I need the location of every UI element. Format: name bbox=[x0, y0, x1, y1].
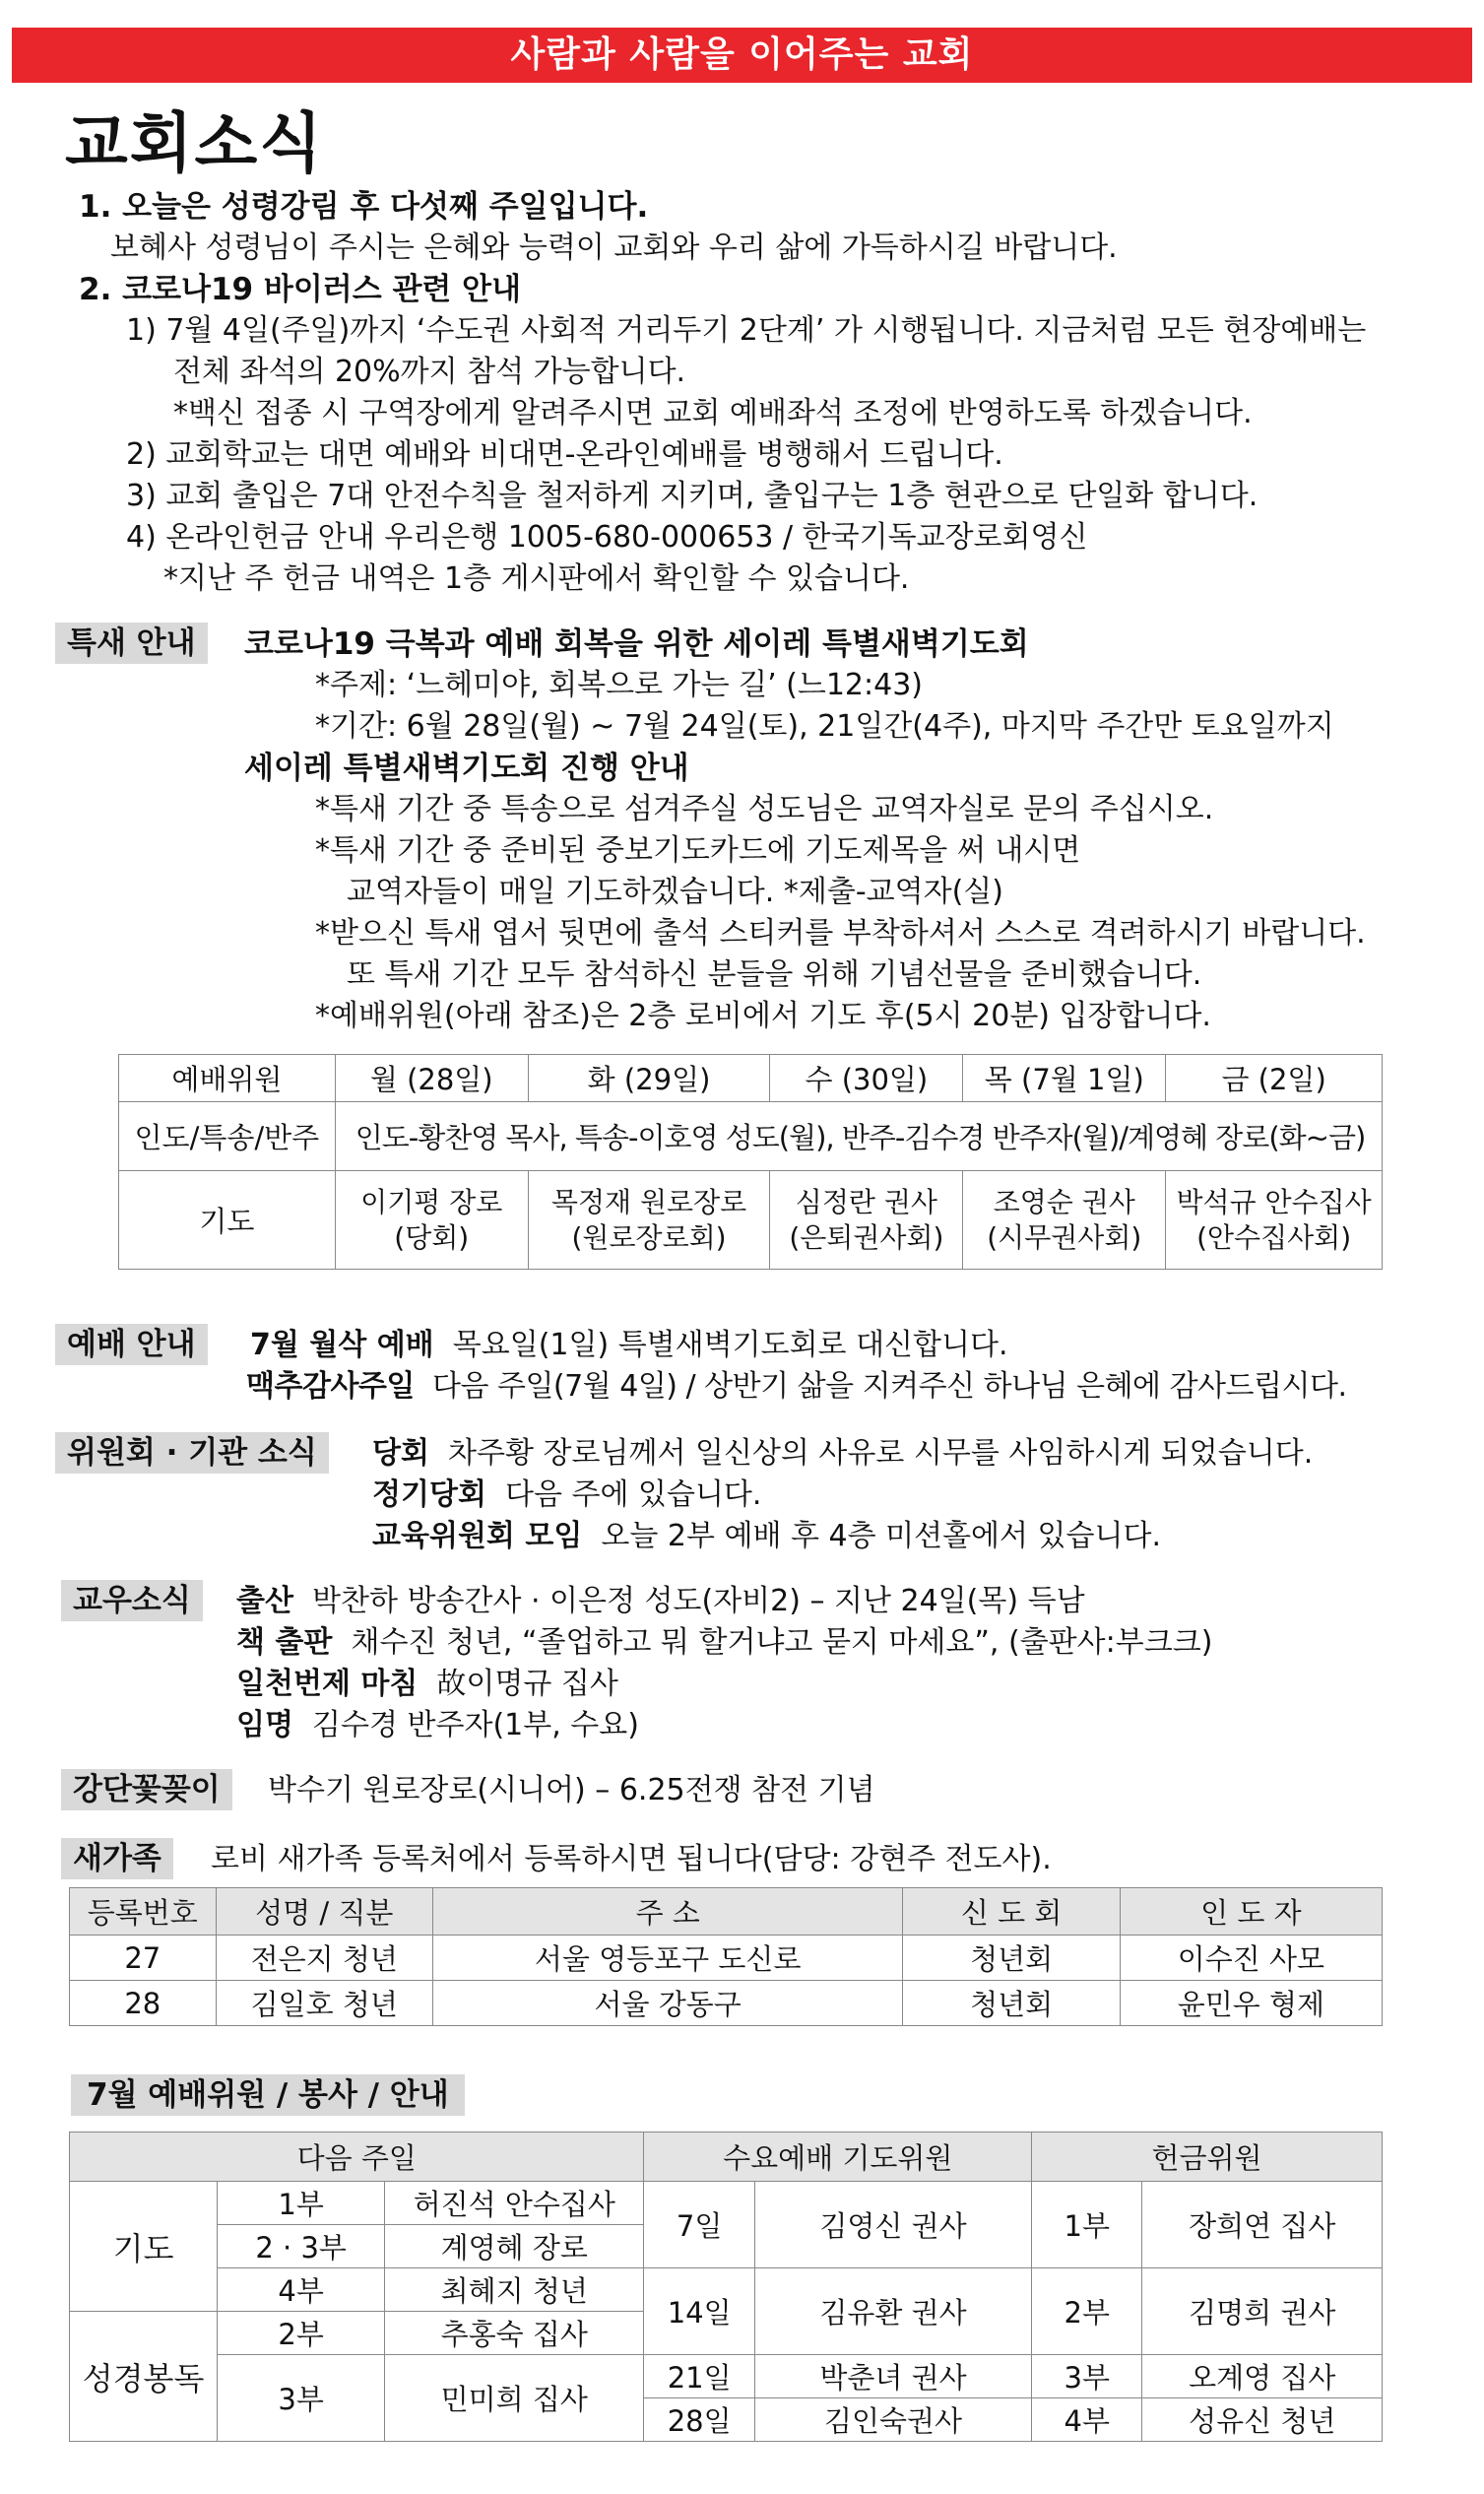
worship-tag: 예배 안내 bbox=[55, 1324, 208, 1365]
special-tag: 특새 안내 bbox=[55, 623, 208, 664]
table-header: 신 도 회 bbox=[903, 1888, 1120, 1936]
prayer-cell: 목정재 원로장로 (원로장로회) bbox=[528, 1171, 770, 1270]
worship-item-1: 7월 월삭 예배 목요일(1일) 특별새벽기도회로 대신합니다. bbox=[250, 1328, 1008, 1362]
news-2-line-2: 2) 교회학교는 대면 예배와 비대면-온라인예배를 병행해서 드립니다. bbox=[126, 437, 1003, 472]
special-sub-heading: 세이레 특별새벽기도회 진행 안내 bbox=[244, 751, 689, 786]
news-2-line-1c: *백신 접종 시 구역장에게 알려주시면 교회 예배좌석 조정에 반영하도록 하겠습니다. bbox=[173, 396, 1253, 430]
table-header: 성명 / 직분 bbox=[216, 1888, 432, 1936]
special-item-3a: *받으신 특새 엽서 뒷면에 출석 스티커를 부착하셔서 스스로 격려하시기 바랍니다. bbox=[315, 916, 1366, 951]
committee-item-3: 교육위원회 모임 오늘 2부 예배 후 4층 미션홀에서 있습니다. bbox=[372, 1519, 1161, 1553]
special-item-2b: 교역자들이 매일 기도하겠습니다. *제출-교역자(실) bbox=[347, 875, 1003, 909]
prayer-cell: 박석규 안수집사 (안수집사회) bbox=[1166, 1171, 1383, 1270]
prayer-cell: 조영순 권사 (시무권사회) bbox=[963, 1171, 1166, 1270]
committee-item-2: 정기당회 다음 주에 있습니다. bbox=[372, 1477, 762, 1512]
july-table: 다음 주일 수요예배 기도위원 헌금위원 기도 1부 허진석 안수집사 7일 김영신 권사 1부 장희연 집사 2 · 3부 계영혜 장로 4부 최혜지 청년 14일 김유환 권사 2부 김명희 권사 성경봉독 2부 추홍숙 집사 3부 민미희 집사 21일 박춘녀 권사 3부 오계영 집사 28일 김인숙권사 4부 성유신 청년 bbox=[69, 2132, 1383, 2442]
special-item-3b: 또 특새 기간 모두 참석하신 분들을 위해 기념선물을 준비했습니다. bbox=[347, 957, 1202, 992]
scripture-label: 성경봉독 bbox=[70, 2312, 218, 2442]
news-2-line-4b: *지난 주 헌금 내역은 1층 게시판에서 확인할 수 있습니다. bbox=[163, 561, 910, 596]
flowers-tag: 강단꽃꽂이 bbox=[61, 1769, 232, 1810]
top-banner: 사람과 사람을 이어주는 교회 bbox=[12, 28, 1472, 83]
flowers-body: 박수기 원로장로(시니어) – 6.25전쟁 참전 기념 bbox=[268, 1773, 875, 1807]
worship-item-2: 맥추감사주일 다음 주일(7월 4일) / 상반기 삶을 지켜주신 하나님 은혜에 감사드립시다. bbox=[246, 1369, 1347, 1404]
newfamily-tag: 새가족 bbox=[61, 1838, 173, 1879]
newfamily-body: 로비 새가족 등록처에서 등록하시면 됩니다(담당: 강현주 전도사). bbox=[211, 1842, 1052, 1876]
table-header: 다음 주일 bbox=[70, 2133, 644, 2182]
members-item-3: 일천번제 마침 故이명규 집사 bbox=[236, 1667, 618, 1701]
table-header: 수요예배 기도위원 bbox=[644, 2133, 1032, 2182]
special-heading: 코로나19 극복과 예배 회복을 위한 세이레 특별새벽기도회 bbox=[244, 626, 1029, 662]
news-1-title: 1. 오늘은 성령강림 후 다섯째 주일입니다. bbox=[79, 189, 649, 225]
table-header: 헌금위원 bbox=[1032, 2133, 1383, 2182]
table-header: 예배위원 bbox=[119, 1055, 336, 1102]
members-item-2: 책 출판 채수진 청년, “졸업하고 뭐 할거냐고 묻지 마세요”, (출판사:부크크) bbox=[236, 1625, 1213, 1660]
newfamily-table bbox=[69, 1887, 1383, 2026]
table-header: 주 소 bbox=[432, 1888, 902, 1936]
table-header: 등록번호 bbox=[70, 1888, 217, 1936]
table-row: 27 전은지 청년 서울 영등포구 도신로 청년회 이수진 사모 bbox=[70, 1936, 1383, 1981]
special-item-1: *특새 기간 중 특송으로 섬겨주실 성도님은 교역자실로 문의 주십시오. bbox=[315, 792, 1214, 826]
news-2-line-4: 4) 온라인헌금 안내 우리은행 1005-680-000653 / 한국기독교장로회영신 bbox=[126, 520, 1088, 555]
news-1-body: 보혜사 성령님이 주시는 은혜와 능력이 교회와 우리 삶에 가득하시길 바랍니다. bbox=[110, 230, 1118, 265]
table-header: 수 (30일) bbox=[770, 1055, 963, 1102]
news-2-line-1b: 전체 좌석의 20%까지 참석 가능합니다. bbox=[173, 355, 686, 389]
table-header: 목 (7월 1일) bbox=[963, 1055, 1166, 1102]
table-header: 월 (28일) bbox=[335, 1055, 528, 1102]
members-item-4: 임명 김수경 반주자(1부, 수요) bbox=[236, 1708, 639, 1742]
special-period: *기간: 6월 28일(월) ~ 7월 24일(토), 21일간(4주), 마지막 주간만 토요일까지 bbox=[315, 709, 1334, 744]
table-row-label: 인도/특송/반주 bbox=[119, 1102, 336, 1171]
page-title: 교회소식 bbox=[65, 104, 325, 181]
prayer-cell: 심정란 권사 (은퇴권사회) bbox=[770, 1171, 963, 1270]
special-theme: *주제: ‘느헤미야, 회복으로 가는 길’ (느12:43) bbox=[315, 668, 923, 702]
table-row-value: 인도-황찬영 목사, 특송-이호영 성도(월), 반주-김수경 반주자(월)/계영혜 장로(화~금) bbox=[335, 1102, 1382, 1171]
special-worship-table bbox=[118, 1054, 1383, 1270]
members-tag: 교우소식 bbox=[61, 1580, 203, 1621]
news-2-title: 2. 코로나19 바이러스 관련 안내 bbox=[79, 272, 522, 307]
prayer-label: 기도 bbox=[70, 2182, 218, 2312]
committee-item-1: 당회 차주황 장로님께서 일신상의 사유로 시무를 사임하시게 되었습니다. bbox=[372, 1436, 1314, 1471]
table-header: 인 도 자 bbox=[1120, 1888, 1382, 1936]
special-item-4: *예배위원(아래 참조)은 2층 로비에서 기도 후(5시 20분) 입장합니다. bbox=[315, 999, 1211, 1033]
prayer-cell: 이기평 장로 (당회) bbox=[335, 1171, 528, 1270]
table-header: 화 (29일) bbox=[528, 1055, 770, 1102]
special-item-2a: *특새 기간 중 준비된 중보기도카드에 기도제목을 써 내시면 bbox=[315, 833, 1081, 868]
news-2-line-3: 3) 교회 출입은 7대 안전수칙을 철저하게 지키며, 출입구는 1층 현관으로 단일화 합니다. bbox=[126, 479, 1258, 513]
news-2-line-1: 1) 7월 4일(주일)까지 ‘수도권 사회적 거리두기 2단계’ 가 시행됩니다. 지금처럼 모든 현장예배는 bbox=[126, 313, 1367, 348]
members-item-1: 출산 박찬하 방송간사 · 이은정 성도(자비2) – 지난 24일(목) 득남 bbox=[236, 1584, 1085, 1618]
july-tag: 7월 예배위원 / 봉사 / 안내 bbox=[71, 2074, 465, 2116]
table-row-label: 기도 bbox=[119, 1171, 336, 1270]
table-header: 금 (2일) bbox=[1166, 1055, 1383, 1102]
table-row: 28 김일호 청년 서울 강동구 청년회 윤민우 형제 bbox=[70, 1981, 1383, 2026]
committee-tag: 위원회 · 기관 소식 bbox=[55, 1432, 329, 1474]
